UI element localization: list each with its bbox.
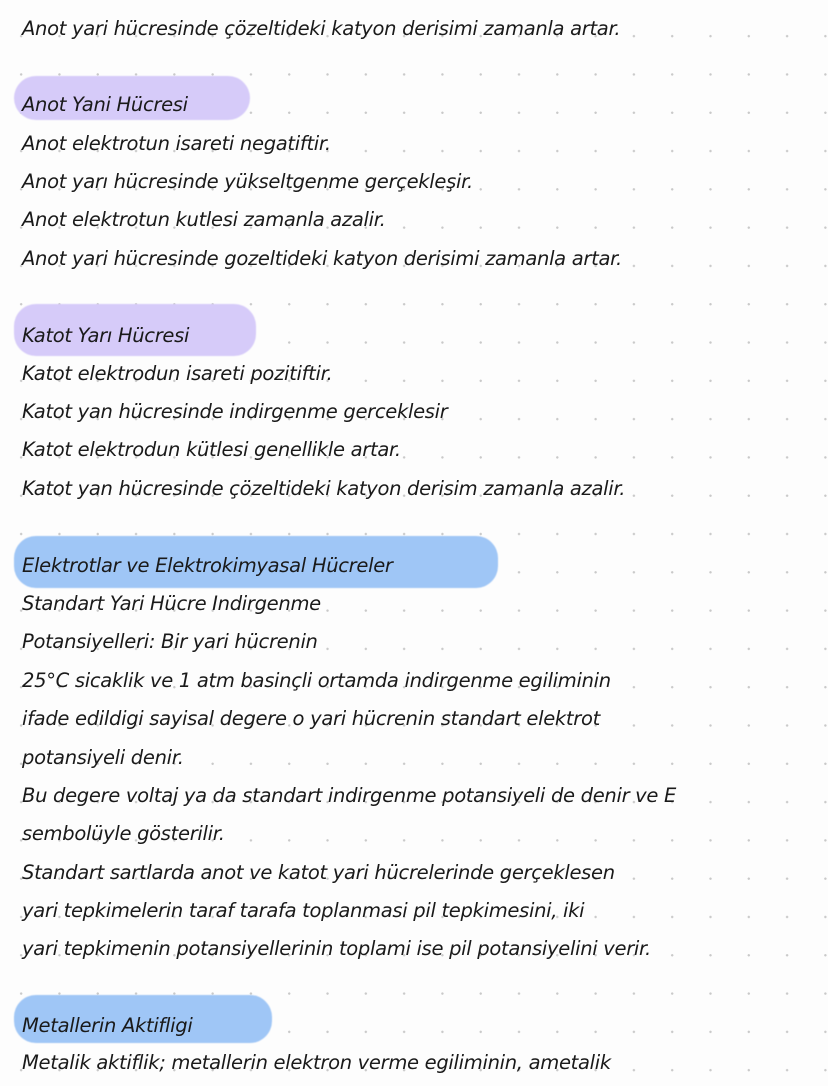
- text-line: yari tepkimenin potansiyellerinin toplami ise pil potansiyelini verir.: [22, 937, 651, 960]
- text-line: Katot elektrodun kütlesi genellikle artar.: [22, 438, 401, 461]
- section-heading: Katot Yarı Hücresi: [22, 324, 190, 347]
- text-line: Anot yari hücresinde çözeltideki katyon derisimi zamanla artar.: [22, 17, 621, 40]
- text-line: Potansiyelleri: Bir yari hücrenin: [22, 630, 318, 653]
- section-heading: Anot Yani Hücresi: [22, 93, 188, 116]
- text-line: Katot elektrodun isareti pozitiftir.: [22, 362, 333, 385]
- text-line: Katot yan hücresinde indirgenme gerceklesir: [22, 400, 448, 423]
- text-line: Bu degere voltaj ya da standart indirgenme potansiyeli de denir ve E: [22, 784, 677, 807]
- text-line: Anot elektrotun kutlesi zamanla azalir.: [22, 208, 386, 231]
- text-line: Standart Yari Hücre Indirgenme: [22, 592, 321, 615]
- text-line: Katot yan hücresinde çözeltideki katyon derisim zamanla azalir.: [22, 477, 626, 500]
- text-line: Metalik aktiflik; metallerin elektron verme egiliminin, ametalik: [22, 1051, 611, 1074]
- text-line: 25°C sicaklik ve 1 atm basinçli ortamda indirgenme egiliminin: [22, 669, 611, 692]
- section-heading: Elektrotlar ve Elektrokimyasal Hücreler: [22, 554, 393, 577]
- text-line: yari tepkimelerin taraf tarafa toplanmasi pil tepkimesini, iki: [22, 899, 585, 922]
- text-line: Anot yarı hücresinde yükseltgenme gerçekleşir.: [22, 170, 473, 193]
- text-line: ifade edildigi sayisal degere o yari hücrenin standart elektrot: [22, 707, 600, 730]
- text-line: potansiyeli denir.: [22, 746, 184, 769]
- section-heading: Metallerin Aktifligi: [22, 1014, 193, 1037]
- text-line: Standart sartlarda anot ve katot yari hücrelerinde gerçeklesen: [22, 861, 615, 884]
- text-line: Anot elektrotun isareti negatiftir.: [22, 132, 331, 155]
- text-line: Anot yari hücresinde gozeltideki katyon derisimi zamanla artar.: [22, 247, 622, 270]
- text-line: sembolüyle gösterilir.: [22, 822, 225, 845]
